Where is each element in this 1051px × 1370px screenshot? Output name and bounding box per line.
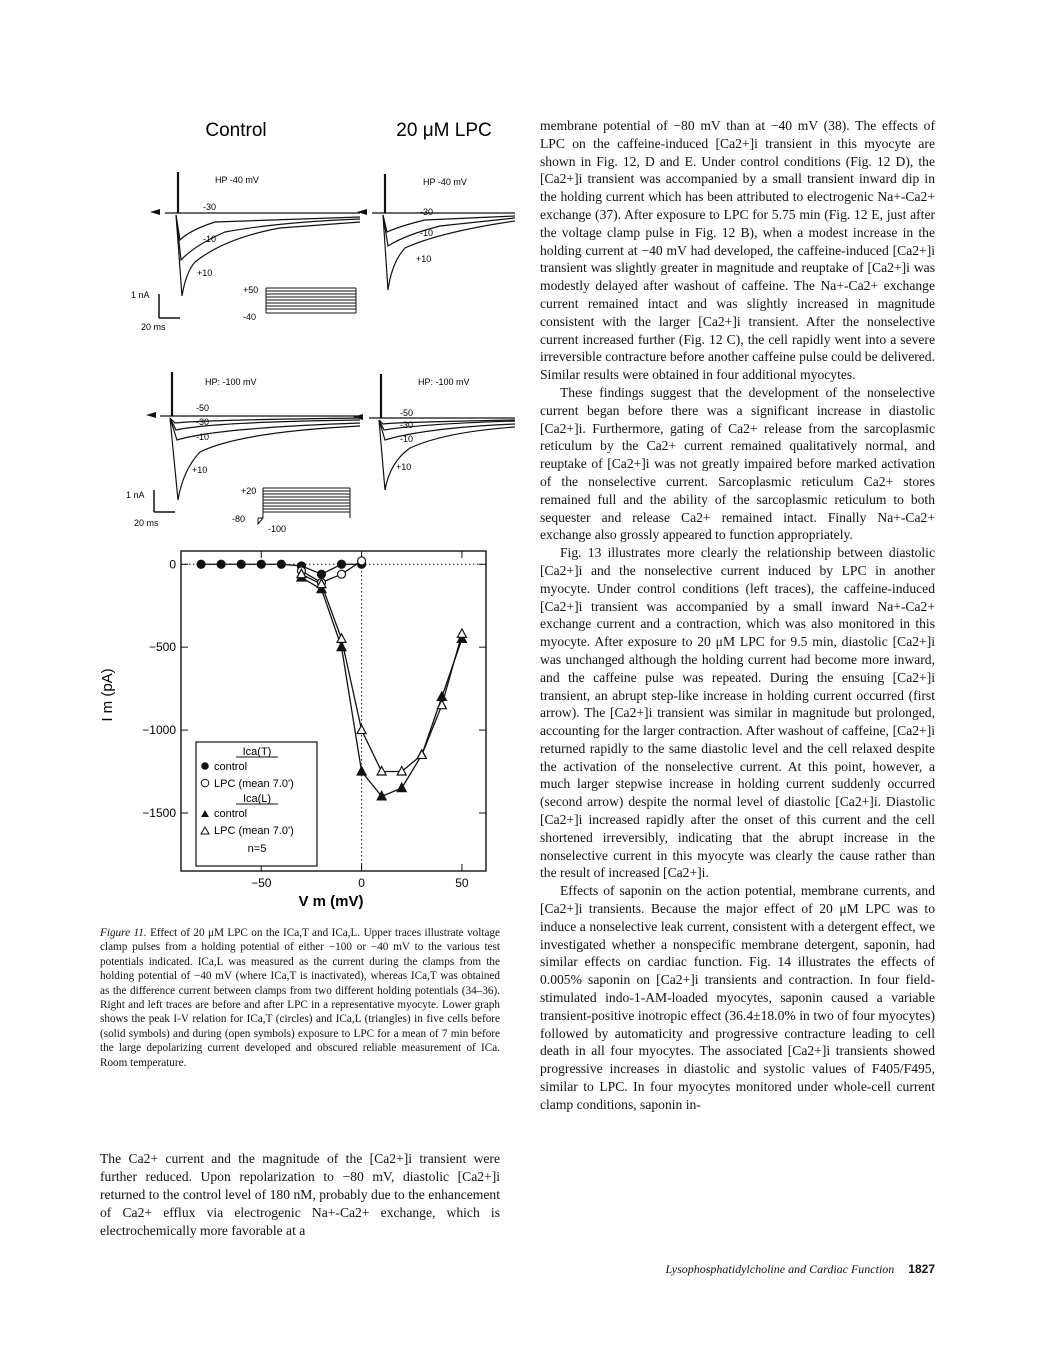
x-tick-label: 0 bbox=[358, 876, 365, 890]
level-label: -30 bbox=[203, 202, 217, 212]
data-point-triangle bbox=[397, 767, 406, 776]
right-column bbox=[540, 117, 935, 1114]
data-point-circle bbox=[237, 560, 245, 568]
data-point-triangle bbox=[357, 725, 366, 734]
level-label: -10 bbox=[400, 434, 414, 444]
data-point-circle bbox=[257, 560, 265, 568]
page-footer bbox=[590, 1262, 935, 1277]
data-point-triangle bbox=[377, 767, 386, 776]
data-point-circle bbox=[317, 570, 325, 578]
data-point-circle bbox=[197, 560, 205, 568]
hp-label-top-control: HP -40 mV bbox=[215, 175, 259, 185]
data-point-triangle bbox=[337, 642, 346, 651]
y-tick-label: −1000 bbox=[142, 723, 176, 738]
legend-control-l: control bbox=[214, 808, 248, 820]
level-label: -50 bbox=[400, 408, 414, 418]
x-tick-label: −50 bbox=[251, 876, 272, 890]
caption-label: Figure 11. bbox=[100, 927, 147, 939]
traces-lpc-hp40 bbox=[357, 174, 515, 290]
series-line bbox=[301, 578, 462, 797]
x-tick-label: 50 bbox=[455, 876, 469, 890]
level-label: -30 bbox=[420, 207, 434, 217]
level-label: -50 bbox=[196, 403, 210, 413]
legend-control-t: control bbox=[214, 761, 248, 773]
data-point-circle bbox=[338, 570, 346, 578]
y-axis-label: I m (pA) bbox=[99, 668, 116, 722]
chart-legend bbox=[196, 742, 317, 866]
data-point-triangle bbox=[417, 750, 426, 759]
level-label: +10 bbox=[192, 465, 208, 475]
protocol-low: -40 bbox=[243, 312, 257, 322]
hp-label-bottom-control: HP: -100 mV bbox=[205, 377, 257, 387]
figure-11 bbox=[0, 0, 540, 925]
data-point-circle bbox=[277, 560, 285, 568]
series-line bbox=[301, 574, 462, 771]
y-tick-label: −1500 bbox=[142, 805, 176, 820]
paragraph: Effects of saponin on the action potential, membrane currents, and [Ca2+]i transients. Because the major effect of 20 μM LPC was to induce a nonselective leak current, consistent with a detergent effect, we investigated whether a nonspecific membrane detergent, saponin, had similar effects on cardiac function. Fig. 14 illustrates the effects of 0.005% saponin on [Ca2+]i transients and contraction. In four field-stimulated indo-1-AM-loaded myocytes, saponin caused a variable transient-positive inotropic effect (36.4±18.0% in two of four myocytes) followed by automaticity and progressive contracture leading to cell death in all four myocytes. The associated [Ca2+]i transients showed progressive increases in diastolic and systolic values of F405/F495, similar to LPC. In four myocytes monitored under whole-cell current clamp conditions, saponin in- bbox=[540, 883, 935, 1112]
level-label: -10 bbox=[203, 234, 217, 244]
protocol-low: -100 bbox=[268, 524, 287, 534]
data-point-circle bbox=[338, 560, 346, 568]
level-label: -30 bbox=[400, 420, 414, 430]
y-tick-label: 0 bbox=[169, 557, 176, 572]
legend-filled-circle-marker bbox=[201, 762, 209, 770]
traces-control-hp40 bbox=[150, 172, 360, 318]
y-tick-label: −500 bbox=[148, 640, 176, 655]
data-point-triangle bbox=[457, 629, 466, 638]
x-axis-label: V m (mV) bbox=[298, 893, 364, 910]
left-column-paragraph: The Ca2+ current and the magnitude of the [Ca2+]i transient were further reduced. Upon repolarization to −80 mV, diastolic [Ca2+]i returned to the control level of 180 nM, probably due to the enhancement of Ca2+ efflux via electrogenic Na+-Ca2+ exchange, which is electrochemically more favorable at a bbox=[100, 1151, 500, 1238]
legend-lpc-t: LPC (mean 7.0') bbox=[214, 778, 294, 790]
panel-title-control: Control bbox=[205, 120, 267, 141]
traces-lpc-hp100 bbox=[353, 374, 515, 490]
data-point-circle bbox=[358, 557, 366, 565]
traces-control-hp100 bbox=[146, 372, 360, 524]
paragraph: These findings suggest that the development of the nonselective current began before there was a significant increase in diastolic [Ca2+]i. Furthermore, gating of Ca2+ release from the sarcoplasmic reticulum by the Ca2+ current remained qualitatively normal, and reuptake of [Ca2+]i was not greatly impaired before marked activation of the nonselective current. Sarcoplasmic reticulum Ca2+ stores remained full and the ability of the sarcoplasmic reticulum to both sequester and release Ca2+ remained intact. Finally Na+-Ca2+ exchange also grossly appeared to function appropriately. bbox=[540, 384, 935, 543]
data-point-triangle bbox=[357, 767, 366, 776]
level-label: -10 bbox=[420, 228, 434, 238]
level-label: +10 bbox=[396, 462, 412, 472]
panel-title-lpc: 20 μM LPC bbox=[396, 120, 492, 141]
legend-n: n=5 bbox=[247, 843, 267, 855]
level-label: -10 bbox=[196, 432, 210, 442]
legend-open-circle-marker bbox=[201, 779, 209, 787]
scale-current: 1 nA bbox=[131, 290, 150, 300]
caption-text: Effect of 20 μM LPC on the ICa,T and ICa,L. Upper traces illustrate voltage clamp pulses from a holding potential of either −100 or −40 mV to the various test potentials indicated. ICa,L was measured as the current during the clamps from the holding potential of −40 mV (where ICa,T is inactivated), whereas ICa,T was obtained as the difference current between clamps from two different holding potentials (34–36). Right and left traces are before and after LPC in a representative myocyte. Lower graph shows the peak I-V relation for ICa,T (circles) and ICa,L (triangles) in five cells before (solid symbols) and during (open symbols) exposure to LPC for a mean of 7 min before the large depolarizing current developed and obscured reliable measurement of ICa. Room temperature. bbox=[100, 927, 501, 1069]
figure-caption bbox=[100, 926, 500, 1070]
protocol-high: +20 bbox=[241, 486, 257, 496]
scale-current: 1 nA bbox=[126, 490, 145, 500]
page-number: 1827 bbox=[908, 1262, 935, 1276]
hp-label-bottom-lpc: HP: -100 mV bbox=[418, 377, 470, 387]
level-label: +10 bbox=[197, 268, 213, 278]
level-label: -30 bbox=[196, 417, 210, 427]
hp-label-top-lpc: HP -40 mV bbox=[423, 177, 467, 187]
paragraph: Fig. 13 illustrates more clearly the relationship between diastolic [Ca2+]i and the nonselective current induced by LPC in another myocyte. Under control conditions (left traces), the caffeine-induced [Ca2+]i transient was accompanied by a small inward Na+-Ca2+ exchange current and a contraction, which was also monitored in this myocyte. After exposure to 20 μM LPC for 9.5 min, diastolic [Ca2+]i was unchanged although the holding current had become more inward, and the caffeine pulse was repeated. During the ensuing [Ca2+]i transient, an abrupt step-like increase in holding current occurred (first arrow). The [Ca2+]i transient was similar in magnitude but prolonged, accounting for the larger contraction. After washout of caffeine, [Ca2+]i returned rapidly to the same diastolic level and the cell relaxed despite the activation of the nonselective current. At this point, however, a much larger stepwise increase in holding current suddenly occurred (second arrow) despite the normal level of diastolic [Ca2+]i. Diastolic [Ca2+]i increased rapidly after the onset of this current and the cell shortened irreversibly, indicating that the abrupt increase in the nonselective current in this myocyte was clearly the cause rather than the result of increased [Ca2+]i. bbox=[540, 545, 935, 881]
paragraph: membrane potential of −80 mV than at −40 mV (38). The effects of LPC on the caffeine-induced [Ca2+]i transient in this myocyte are shown in Fig. 12, D and E. Under control conditions (Fig. 12 D), the [Ca2+]i transient was accompanied by a small transient inward dip in the holding current which has been attributed to electrogenic Na+-Ca2+ exchange (37). After exposure to LPC for 5.75 min (Fig. 12 E, just after the voltage clamp pulse in Fig. 12 B), when a modest increase in the holding current at −40 mV had developed, the caffeine-induced [Ca2+]i transient was slightly greater in magnitude and reuptake of [Ca2+]i was modestly delayed after washout of caffeine. The Na+-Ca2+ exchange current remained intact and was slightly increased in magnitude consistent with the larger [Ca2+]i transient. After the nonselective current increased further (Fig. 12 C), the cell rapidly went into a severe irreversible contracture before another caffeine pulse could be delivered. Similar results were obtained in four additional myocytes. bbox=[540, 118, 935, 383]
scale-time: 20 ms bbox=[141, 322, 166, 332]
data-point-circle bbox=[217, 560, 225, 568]
legend-title-t: Ica(T) bbox=[242, 746, 272, 758]
scale-time: 20 ms bbox=[134, 518, 159, 528]
protocol-high: +50 bbox=[243, 285, 259, 295]
protocol-mid: -80 bbox=[232, 514, 246, 524]
running-title: Lysophosphatidylcholine and Cardiac Function bbox=[665, 1262, 895, 1276]
level-label: +10 bbox=[416, 254, 432, 264]
legend-lpc-l: LPC (mean 7.0') bbox=[214, 825, 294, 837]
data-point-triangle bbox=[397, 783, 406, 792]
legend-title-l: Ica(L) bbox=[242, 793, 272, 805]
